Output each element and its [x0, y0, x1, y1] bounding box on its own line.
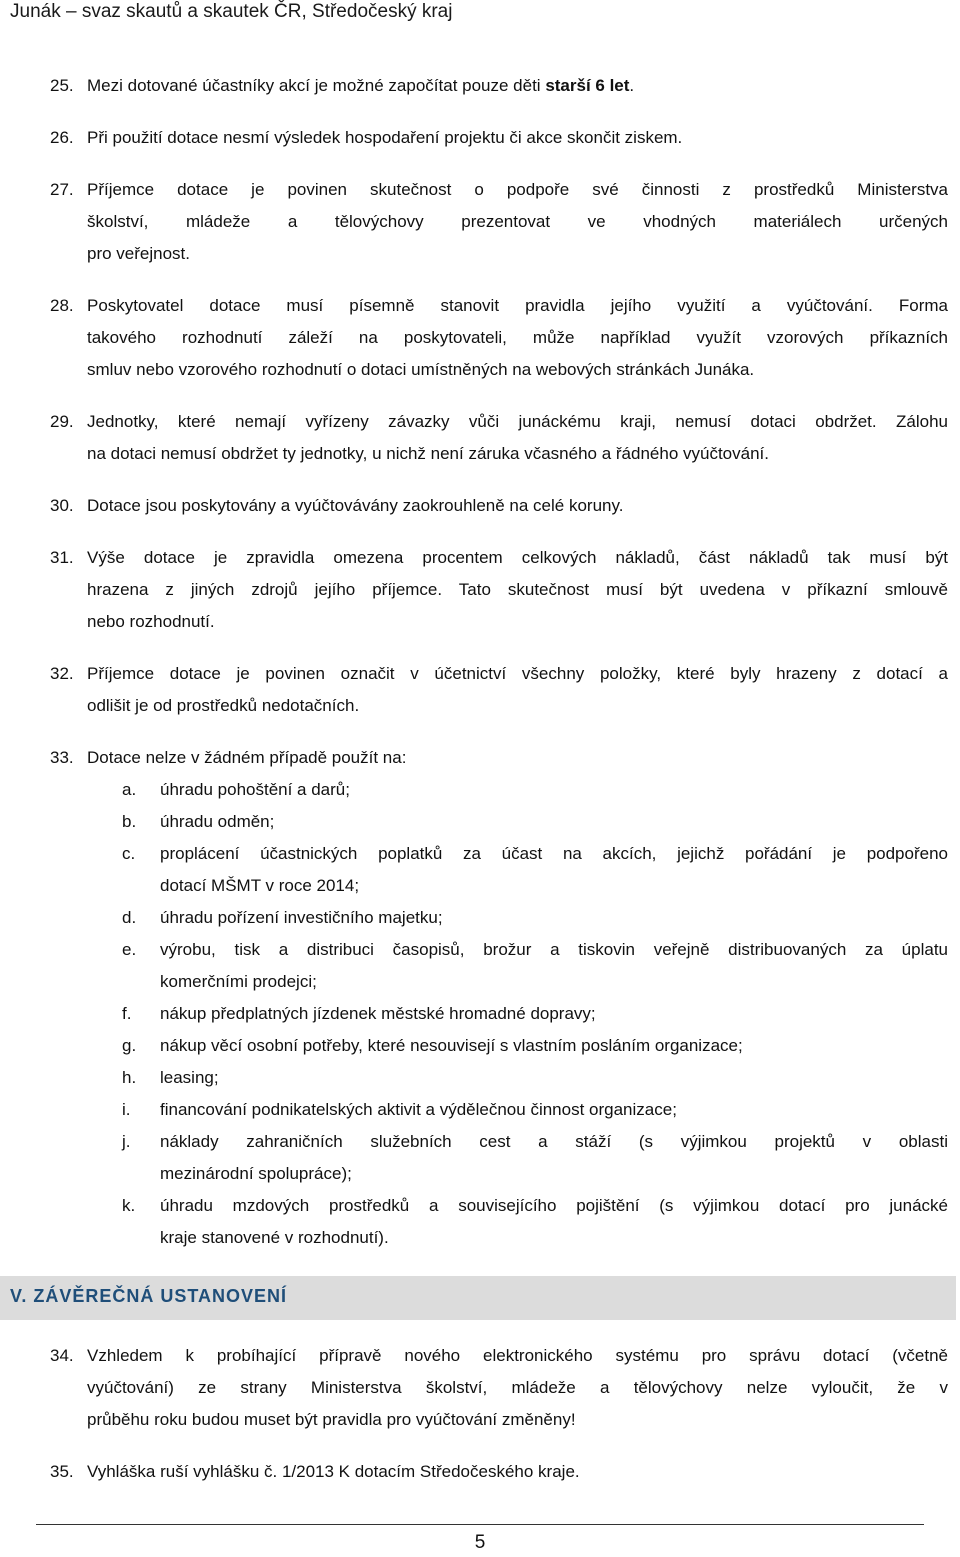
- item-text-line: pro veřejnost.: [87, 244, 190, 263]
- sub-list-item: [0, 1190, 960, 1254]
- item-text-part: Mezi dotované účastníky akcí je možné započítat pouze děti: [87, 76, 546, 95]
- item-text-line: smluv nebo vzorového rozhodnutí o dotaci umístněných na webových stránkách Junáka.: [87, 360, 755, 379]
- item-text-line: Příjemce dotace je povinen označit v účetnictví všechny položky, které byly hrazeny z dotací a: [87, 664, 948, 683]
- sub-item-letter: a.: [122, 780, 137, 799]
- sub-item-text: úhradu mzdových prostředků a souvisejícího pojištění (s výjimkou dotací pro junácké: [160, 1196, 948, 1215]
- sub-item-text: nákup věcí osobní potřeby, které nesouvisejí s vlastním posláním organizace;: [160, 1036, 743, 1055]
- item-text: Při použití dotace nesmí výsledek hospodaření projektu či akce skončit ziskem.: [87, 128, 683, 147]
- list-item: [0, 406, 960, 470]
- item-text-line: Vzhledem k probíhající přípravě nového elektronického systému pro správu dotací (včetně: [87, 1346, 948, 1365]
- list-item: [0, 122, 960, 154]
- item-text-line: vyúčtování) ze strany Ministerstva školství, mládeže a tělovýchovy nelze vyloučit, že v: [87, 1378, 948, 1397]
- document-header-title: Junák – svaz skautů a skautek ČR, Středočeský kraj: [10, 1, 453, 22]
- item-text-line: Dotace nelze v žádném případě použít na:: [87, 748, 407, 767]
- sub-list-item: [0, 806, 960, 838]
- item-text-line: Jednotky, které nemají vyřízeny závazky vůči junáckému kraji, nemusí dotaci obdržet. Zálohu: [87, 412, 948, 431]
- final-provisions: [0, 1340, 960, 1488]
- item-text: [87, 70, 948, 102]
- sub-item-letter: j.: [122, 1132, 131, 1151]
- sub-item-text: úhradu odměn;: [160, 812, 275, 831]
- sub-list-item: [0, 1062, 960, 1094]
- item-text-line: Příjemce dotace je povinen skutečnost o podpoře své činnosti z prostředků Ministerstva: [87, 180, 948, 199]
- item-text-line: nebo rozhodnutí.: [87, 612, 215, 631]
- item-text-line: hrazena z jiných zdrojů jejího příjemce. Tato skutečnost musí být uvedena v příkazní smlouvě: [87, 580, 948, 599]
- sub-item-text: financování podnikatelských aktivit a výdělečnou činnost organizace;: [160, 1100, 677, 1119]
- item-number: 31.: [50, 548, 74, 567]
- sub-item-text: kraje stanovené v rozhodnutí).: [160, 1228, 389, 1247]
- item-text-line: Dotace jsou poskytovány a vyúčtovávány zaokrouhleně na celé koruny.: [87, 496, 624, 515]
- sub-list-item: [0, 838, 960, 902]
- item-text-bold: starší 6 let: [545, 76, 630, 95]
- list-item: [0, 290, 960, 386]
- item-text-part: .: [629, 76, 635, 95]
- item-number: 32.: [50, 664, 74, 683]
- item-number: 34.: [50, 1346, 74, 1365]
- sub-item-letter: g.: [122, 1036, 137, 1055]
- item-number: 29.: [50, 412, 74, 431]
- sub-item-letter: h.: [122, 1068, 137, 1087]
- item-number: 28.: [50, 296, 74, 315]
- item-number: 25.: [50, 76, 74, 95]
- sub-item-letter: b.: [122, 812, 137, 831]
- item-text-line: na dotaci nemusí obdržet ty jednotky, u nichž není záruka včasného a řádného vyúčtování.: [87, 444, 769, 463]
- sub-item-text: dotací MŠMT v roce 2014;: [160, 876, 360, 895]
- section-heading-bar: [0, 1276, 956, 1320]
- sub-item-text: úhradu pohoštění a darů;: [160, 780, 350, 799]
- sub-item-text: proplácení účastnických poplatků za účast na akcích, jejichž pořádání je podpořeno: [160, 844, 948, 863]
- list-item: [0, 70, 960, 102]
- sub-item-text: mezinárodní spolupráce);: [160, 1164, 352, 1183]
- item-number: 30.: [50, 496, 74, 515]
- item-text-line: školství, mládeže a tělovýchovy prezentovat ve vhodných materiálech určených: [87, 212, 948, 231]
- sub-item-text: náklady zahraničních služebních cest a stáží (s výjimkou projektů v oblasti: [160, 1132, 948, 1151]
- item-number: 35.: [50, 1462, 74, 1481]
- sub-item-letter: i.: [122, 1100, 131, 1119]
- sub-list-item: [0, 1094, 960, 1126]
- item-number: 26.: [50, 128, 74, 147]
- item-text-line: Výše dotace je zpravidla omezena procentem celkových nákladů, část nákladů tak musí být: [87, 548, 948, 567]
- sub-list-item: [0, 998, 960, 1030]
- sub-item-letter: d.: [122, 908, 137, 927]
- item-text-line: průběhu roku budou muset být pravidla pro vyúčtování změněny!: [87, 1410, 576, 1429]
- sub-item-text: komerčními prodejci;: [160, 972, 317, 991]
- sub-item-letter: e.: [122, 940, 137, 959]
- page-number: 5: [474, 1532, 486, 1553]
- item-text-line: takového rozhodnutí záleží na poskytovateli, může například využít vzorových příkazních: [87, 328, 948, 347]
- item-text-line: Vyhláška ruší vyhlášku č. 1/2013 K dotacím Středočeského kraje.: [87, 1462, 580, 1481]
- list-item: [0, 742, 960, 774]
- sub-item-letter: c.: [122, 844, 136, 863]
- sub-item-text: leasing;: [160, 1068, 219, 1087]
- list-item: [0, 1456, 960, 1488]
- section-title: V. ZÁVĚREČNÁ USTANOVENÍ: [10, 1286, 288, 1306]
- item-text-line: odlišit je od prostředků nedotačních.: [87, 696, 360, 715]
- list-item: [0, 542, 960, 638]
- sub-item-letter: k.: [122, 1196, 136, 1215]
- item-number: 27.: [50, 180, 74, 199]
- sub-item-text: výrobu, tisk a distribuci časopisů, brožur a tiskovin veřejně distribuovaných za úplatu: [160, 940, 948, 959]
- list-item: [0, 490, 960, 522]
- list-item: [0, 1340, 960, 1436]
- sub-list-item: [0, 1126, 960, 1190]
- document-body: [0, 70, 960, 1254]
- item-number: 33.: [50, 748, 74, 767]
- sub-item-text: úhradu pořízení investičního majetku;: [160, 908, 443, 927]
- list-item: [0, 174, 960, 270]
- footer-divider: [36, 1524, 924, 1525]
- item-text-line: Poskytovatel dotace musí písemně stanovit pravidla jejího využití a vyúčtování. Forma: [87, 296, 948, 315]
- sub-item-text: nákup předplatných jízdenek městské hromadné dopravy;: [160, 1004, 596, 1023]
- sub-list-item: [0, 1030, 960, 1062]
- sub-list-item: [0, 774, 960, 806]
- sub-list-item: [0, 902, 960, 934]
- sub-item-letter: f.: [122, 1004, 132, 1023]
- list-item: [0, 658, 960, 722]
- sub-list-item: [0, 934, 960, 998]
